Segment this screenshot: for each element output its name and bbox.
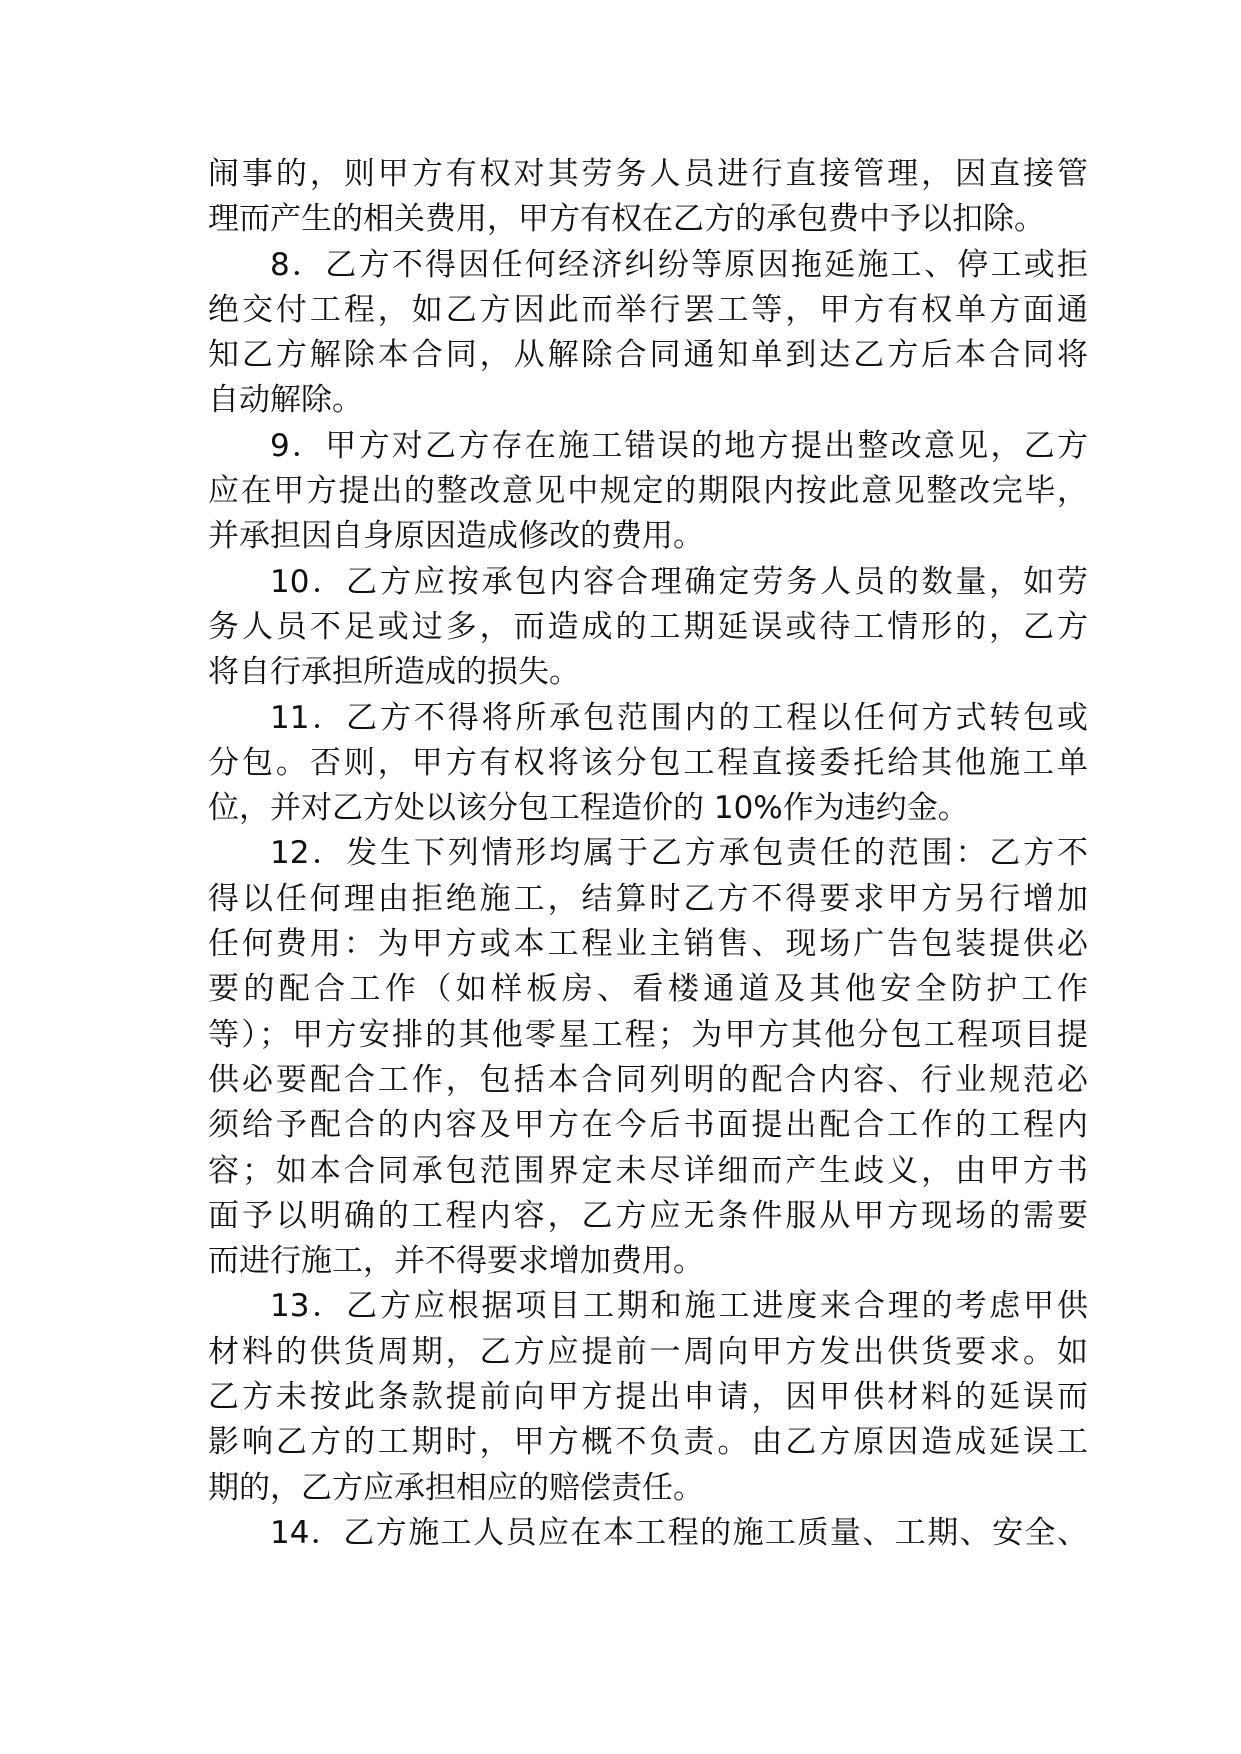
text-line: 将自行承担所造成的损失。: [208, 654, 580, 691]
text-line: 应在甲方提出的整改意见中规定的期限内按此意见整改完毕，: [208, 473, 1088, 510]
text-line: 乙方未按此条款提前向甲方提出申请，因甲供材料的延误而: [208, 1379, 1088, 1416]
text-line: 等）；甲方安排的其他零星工程；为甲方其他分包工程项目提: [208, 1016, 1088, 1053]
text-line: 位，并对乙方处以该分包工程造价的 10%作为违约金。: [208, 790, 969, 827]
clause-12-start: 12．发生下列情形均属于乙方承包责任的范围：乙方不: [270, 835, 1088, 872]
text-line: 得以任何理由拒绝施工，结算时乙方不得要求甲方另行增加: [208, 880, 1088, 917]
clause-13-start: 13．乙方应根据项目工期和施工进度来合理的考虑甲供: [270, 1288, 1088, 1325]
clause-14-start: 14．乙方施工人员应在本工程的施工质量、工期、安全、: [270, 1514, 1088, 1551]
text-line: 理而产生的相关费用，甲方有权在乙方的承包费中予以扣除。: [208, 201, 1045, 238]
text-line: 影响乙方的工期时，甲方概不负责。由乙方原因造成延误工: [208, 1424, 1088, 1461]
text-line: 须给予配合的内容及甲方在今后书面提出配合工作的工程内: [208, 1107, 1088, 1144]
contract-body-text: [208, 152, 1088, 1556]
text-line: 期的，乙方应承担相应的赔偿责任。: [208, 1469, 704, 1506]
text-line: 分包。否则，甲方有权将该分包工程直接委托给其他施工单: [208, 744, 1088, 781]
text-line: 绝交付工程，如乙方因此而举行罢工等，甲方有权单方面通: [208, 291, 1088, 328]
text-line: 要的配合工作（如样板房、看楼通道及其他安全防护工作: [208, 971, 1088, 1008]
text-line: 并承担因自身原因造成修改的费用。: [208, 518, 704, 555]
text-line: 闹事的，则甲方有权对其劳务人员进行直接管理，因直接管: [208, 156, 1088, 192]
text-line: 自动解除。: [208, 382, 363, 419]
clause-11-start: 11．乙方不得将所承包范围内的工程以任何方式转包或: [270, 699, 1088, 736]
text-line: 面予以明确的工程内容，乙方应无条件服从甲方现场的需要: [208, 1197, 1088, 1234]
text-line: 务人员不足或过多，而造成的工期延误或待工情形的，乙方: [208, 608, 1088, 645]
text-line: 材料的供货周期，乙方应提前一周向甲方发出供货要求。如: [208, 1333, 1088, 1370]
text-line: 知乙方解除本合同，从解除合同通知单到达乙方后本合同将: [208, 337, 1088, 374]
text-line: 供必要配合工作，包括本合同列明的配合内容、行业规范必: [208, 1061, 1088, 1098]
text-line: 任何费用：为甲方或本工程业主销售、现场广告包装提供必: [208, 926, 1088, 963]
clause-10-start: 10．乙方应按承包内容合理确定劳务人员的数量，如劳: [270, 563, 1088, 600]
clause-9-start: 9．甲方对乙方存在施工错误的地方提出整改意见，乙方: [270, 427, 1088, 464]
text-line: 容；如本合同承包范围界定未尽详细而产生歧义，由甲方书: [208, 1152, 1088, 1189]
clause-8-start: 8．乙方不得因任何经济纠纷等原因拖延施工、停工或拒: [270, 246, 1088, 283]
text-line: 而进行施工，并不得要求增加费用。: [208, 1243, 704, 1280]
